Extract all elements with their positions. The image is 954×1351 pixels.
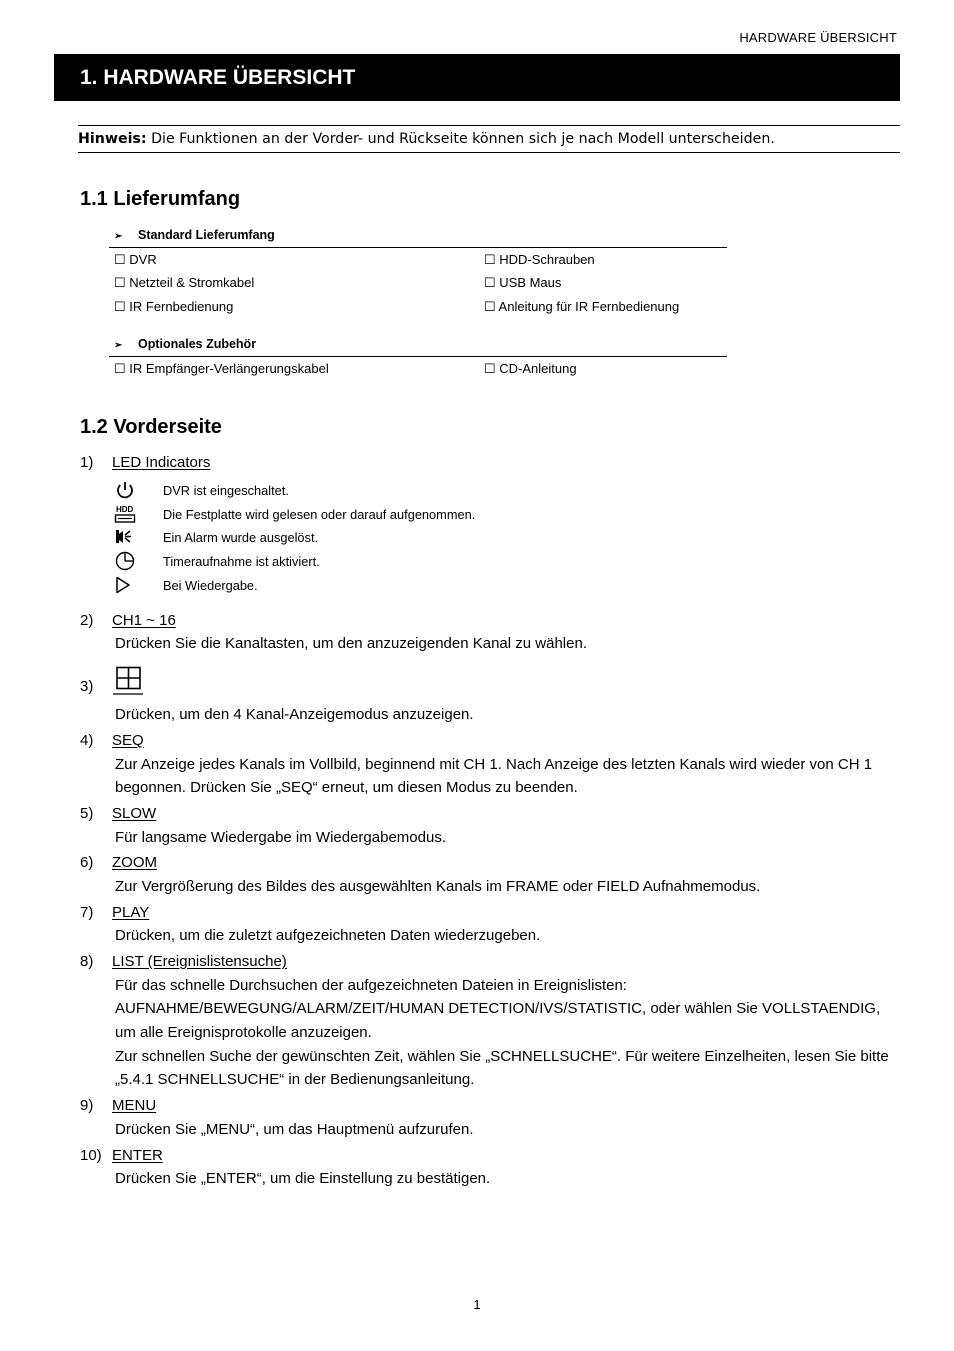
play-icon (114, 575, 136, 595)
item-description: Zur Anzeige jedes Kanals im Vollbild, beginnend mit CH 1. Nach Anzeige des letzten Kanals wird wieder von CH 1 begonnen. Drücken Sie „SEQ“ erneut, um diesen Modus zu beenden. (115, 756, 873, 797)
item-number: 8) (80, 953, 94, 970)
checklist-item: ☐ Anleitung für IR Fernbedienung (484, 299, 680, 314)
checklist-item: ☐ IR Fernbedienung (114, 299, 234, 314)
item-title-list: LIST (Ereignislistensuche) (112, 953, 287, 970)
item-number: 4) (80, 732, 94, 749)
item-description: Drücken, um die zuletzt aufgezeichneten Daten wiederzugeben. (115, 927, 541, 944)
chapter-title: 1. HARDWARE ÜBERSICHT (54, 54, 900, 101)
item-number: 9) (80, 1097, 94, 1114)
checklist-item: ☐ DVR (114, 252, 157, 267)
optional-heading (114, 337, 256, 351)
item-number: 10) (80, 1147, 102, 1164)
power-icon (114, 480, 136, 500)
checklist-item: ☐ HDD-Schrauben (484, 252, 595, 267)
timer-icon (114, 551, 136, 571)
divider (109, 356, 727, 357)
item-description: Drücken, um den 4 Kanal-Anzeigemodus anzuzeigen. (115, 706, 474, 723)
item-description: Für das schnelle Durchsuchen der aufgezeichneten Dateien in Ereignislisten: AUFNAHME/BEWEGUNG/ALARM/ZEIT/HUMAN DETECTION/IVS/STATISTIC, oder wählen Sie VOLLSTAENDIG, um alle Ereignisprotokolle anzuzeigen. (115, 977, 881, 1041)
item-number: 6) (80, 854, 94, 871)
note-text: Die Funktionen an der Vorder- und Rückseite können sich je nach Modell unterscheiden. (146, 131, 775, 147)
section-title-vorderseite: 1.2 Vorderseite (80, 416, 222, 438)
led-text: DVR ist eingeschaltet. (163, 483, 289, 498)
led-text: Timeraufnahme ist aktiviert. (163, 554, 320, 569)
item-description: Drücken Sie „ENTER“, um die Einstellung zu bestätigen. (115, 1170, 491, 1187)
section-title-lieferumfang: 1.1 Lieferumfang (80, 188, 241, 210)
arrow-bullet-icon: ➢ (114, 231, 123, 242)
item-description: Drücken Sie die Kanaltasten, um den anzuzeigenden Kanal zu wählen. (115, 635, 587, 652)
item-number: 5) (80, 805, 94, 822)
item-title-menu: MENU (112, 1097, 157, 1114)
arrow-bullet-icon: ➢ (114, 340, 123, 351)
item-title-seq: SEQ (112, 732, 144, 749)
led-text: Ein Alarm wurde ausgelöst. (163, 530, 319, 545)
running-header: HARDWARE ÜBERSICHT (739, 30, 897, 45)
checklist-item: ☐ USB Maus (484, 275, 562, 290)
page-number: 1 (473, 1297, 481, 1312)
hdd-icon-label: HDD (116, 505, 134, 514)
note-box (78, 125, 900, 153)
item-description: Zur Vergrößerung des Bildes des ausgewählten Kanals im FRAME oder FIELD Aufnahmemodus. (115, 878, 761, 895)
checklist-item: ☐ IR Empfänger-Verlängerungskabel (114, 361, 329, 376)
alarm-icon (114, 527, 136, 547)
item-description: Drücken Sie „MENU“, um das Hauptmenü aufzurufen. (115, 1121, 474, 1138)
item-number: 2) (80, 612, 94, 629)
checklist-item: ☐ Netzteil & Stromkabel (114, 275, 255, 290)
item-number: 3) (80, 678, 94, 695)
item-title-enter: ENTER (112, 1147, 163, 1164)
item-title-led-indicators: LED Indicators (112, 454, 211, 471)
standard-heading-label: Standard Lieferumfang (138, 228, 275, 242)
note-label: Hinweis: (78, 131, 147, 147)
checklist-item: ☐ CD-Anleitung (484, 361, 577, 376)
divider (109, 247, 727, 248)
item-title-zoom: ZOOM (112, 854, 157, 871)
item-description: Zur schnellen Suche der gewünschten Zeit, wählen Sie „SCHNELLSUCHE“. Für weitere Einzelheiten, lesen Sie bitte „5.4.1 SCHNELLSUCHE“ in der Bedienungsanleitung. (115, 1048, 889, 1089)
item-description: Für langsame Wiedergabe im Wiedergabemodus. (115, 829, 446, 846)
item-title-slow: SLOW (112, 805, 157, 822)
item-title-play: PLAY (112, 904, 150, 921)
hdd-icon (114, 504, 136, 524)
item-number: 7) (80, 904, 94, 921)
led-text: Bei Wiedergabe. (163, 578, 258, 593)
optional-heading-label: Optionales Zubehör (138, 337, 257, 351)
item-title-ch: CH1 ~ 16 (112, 612, 176, 629)
led-text: Die Festplatte wird gelesen oder darauf aufgenommen. (163, 507, 476, 522)
item-number: 1) (80, 454, 94, 471)
quad-view-icon (112, 666, 144, 696)
standard-heading (114, 228, 275, 242)
